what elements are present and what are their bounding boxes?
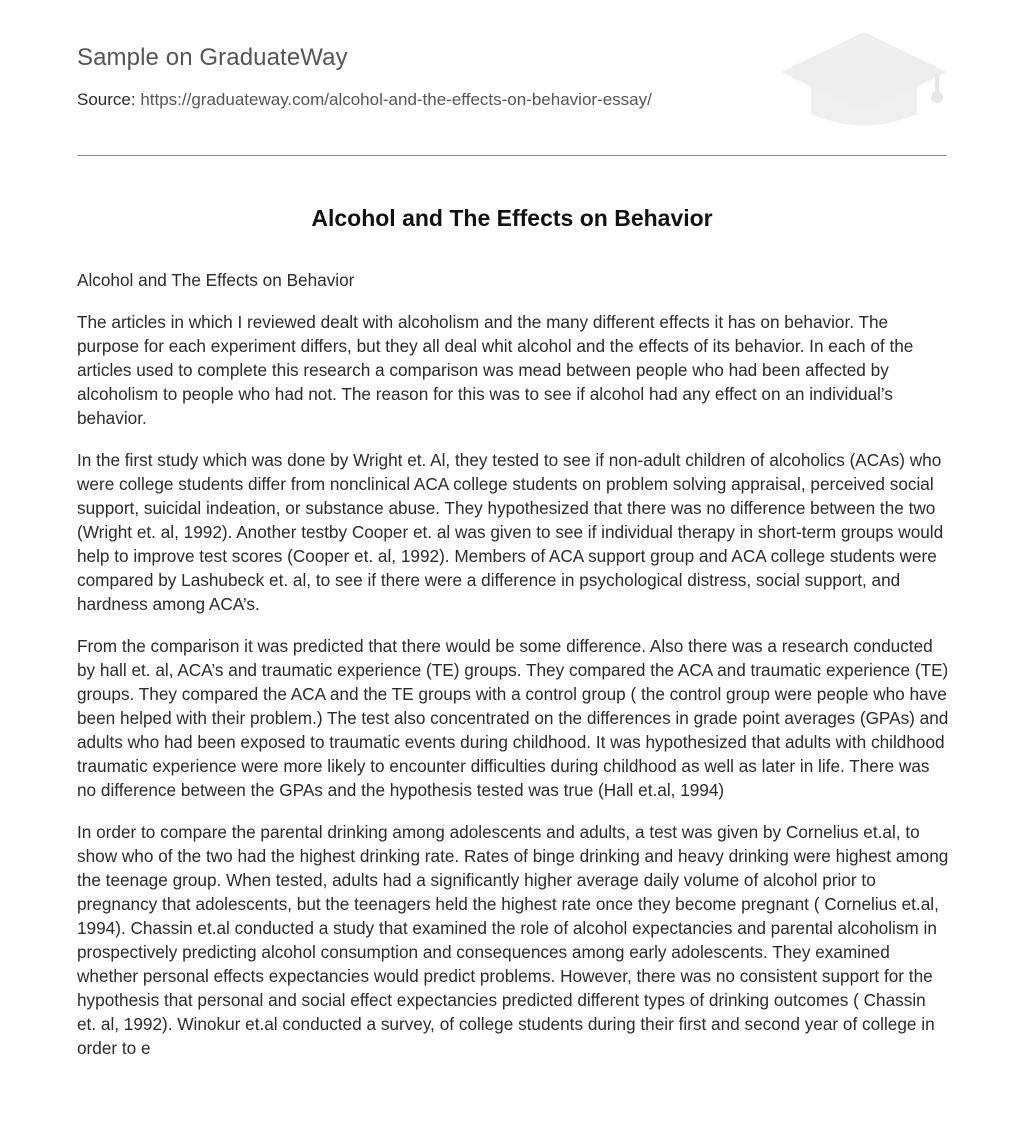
essay-subtitle: Alcohol and The Effects on Behavior: [77, 270, 355, 290]
essay-body: [77, 268, 949, 1078]
essay-paragraph: In the first study which was done by Wright et. Al, they tested to see if non-adult children of alcoholics (ACAs) who were college students differ from nonclinical ACA college students on problem solving appraisal, perceived social support, suicidal indeation, or substance abuse. They hypothesized that there was no difference between the two (Wright et. al, 1992). Another testby Cooper et. al was given to see if individual therapy in short-term groups would help to improve test scores (Cooper et. al, 1992). Members of ACA support group and ACA college students were compared by Lashubeck et. al, to see if there were a difference in psychological distress, social support, and hardness among ACA’s.: [77, 450, 944, 614]
source-link[interactable]: https://graduateway.com/alcohol-and-the-effects-on-behavior-essay/: [140, 90, 652, 109]
graduation-cap-icon: [781, 32, 947, 132]
essay-paragraph: From the comparison it was predicted that there would be some difference. Also there was a research conducted by hall et. al, ACA’s and traumatic experience (TE) groups. They compared the ACA and traumatic experience (TE) groups. They compared the ACA and the TE groups with a control group ( the control group were people who have been helped with their problem.) The test also concentrated on the differences in grade point averages (GPAs) and adults who had been exposed to traumatic events during childhood. It was hypothesized that adults with childhood traumatic experience were more likely to encounter difficulties during childhood as well as later in life. There was no difference between the GPAs and the hypothesis tested was true (Hall et.al, 1994): [77, 636, 949, 800]
essay-paragraph: In order to compare the parental drinking among adolescents and adults, a test was given by Cornelius et.al, to show who of the two had the highest drinking rate. Rates of binge drinking and heavy drinking were highest among the teenage group. When tested, adults had a significantly higher average daily volume of alcohol prior to pregnancy that adolescents, but the teenagers held the highest rate once they become pregnant ( Cornelius et.al, 1994). Chassin et.al conducted a study that examined the role of alcohol expectancies and parental alcoholism in prospectively predicting alcohol consumption and consequences among early adolescents. They examined whether personal effects expectancies would predict problems. However, there was no consistent support for the hypothesis that personal and social effect expectancies predicted different types of drinking outcomes ( Chassin et. al, 1992). Winokur et.al conducted a survey, of college students during their first and second year of college in order to e: [77, 822, 949, 1058]
document-title: Alcohol and The Effects on Behavior: [311, 205, 713, 231]
page-header: [77, 0, 947, 156]
header-divider: [77, 155, 947, 156]
site-title: Sample on GraduateWay: [77, 44, 348, 71]
source-label: Source:: [77, 90, 136, 109]
source-line: [77, 90, 652, 110]
essay-paragraph: The articles in which I reviewed dealt with alcoholism and the many different effects it has on behavior. The purpose for each experiment differs, but they all deal whit alcohol and the effects of its behavior. In each of the articles used to complete this research a comparison was mead between people who had been affected by alcoholism to people who had not. The reason for this was to see if alcohol had any effect on an individual’s behavior.: [77, 312, 914, 428]
